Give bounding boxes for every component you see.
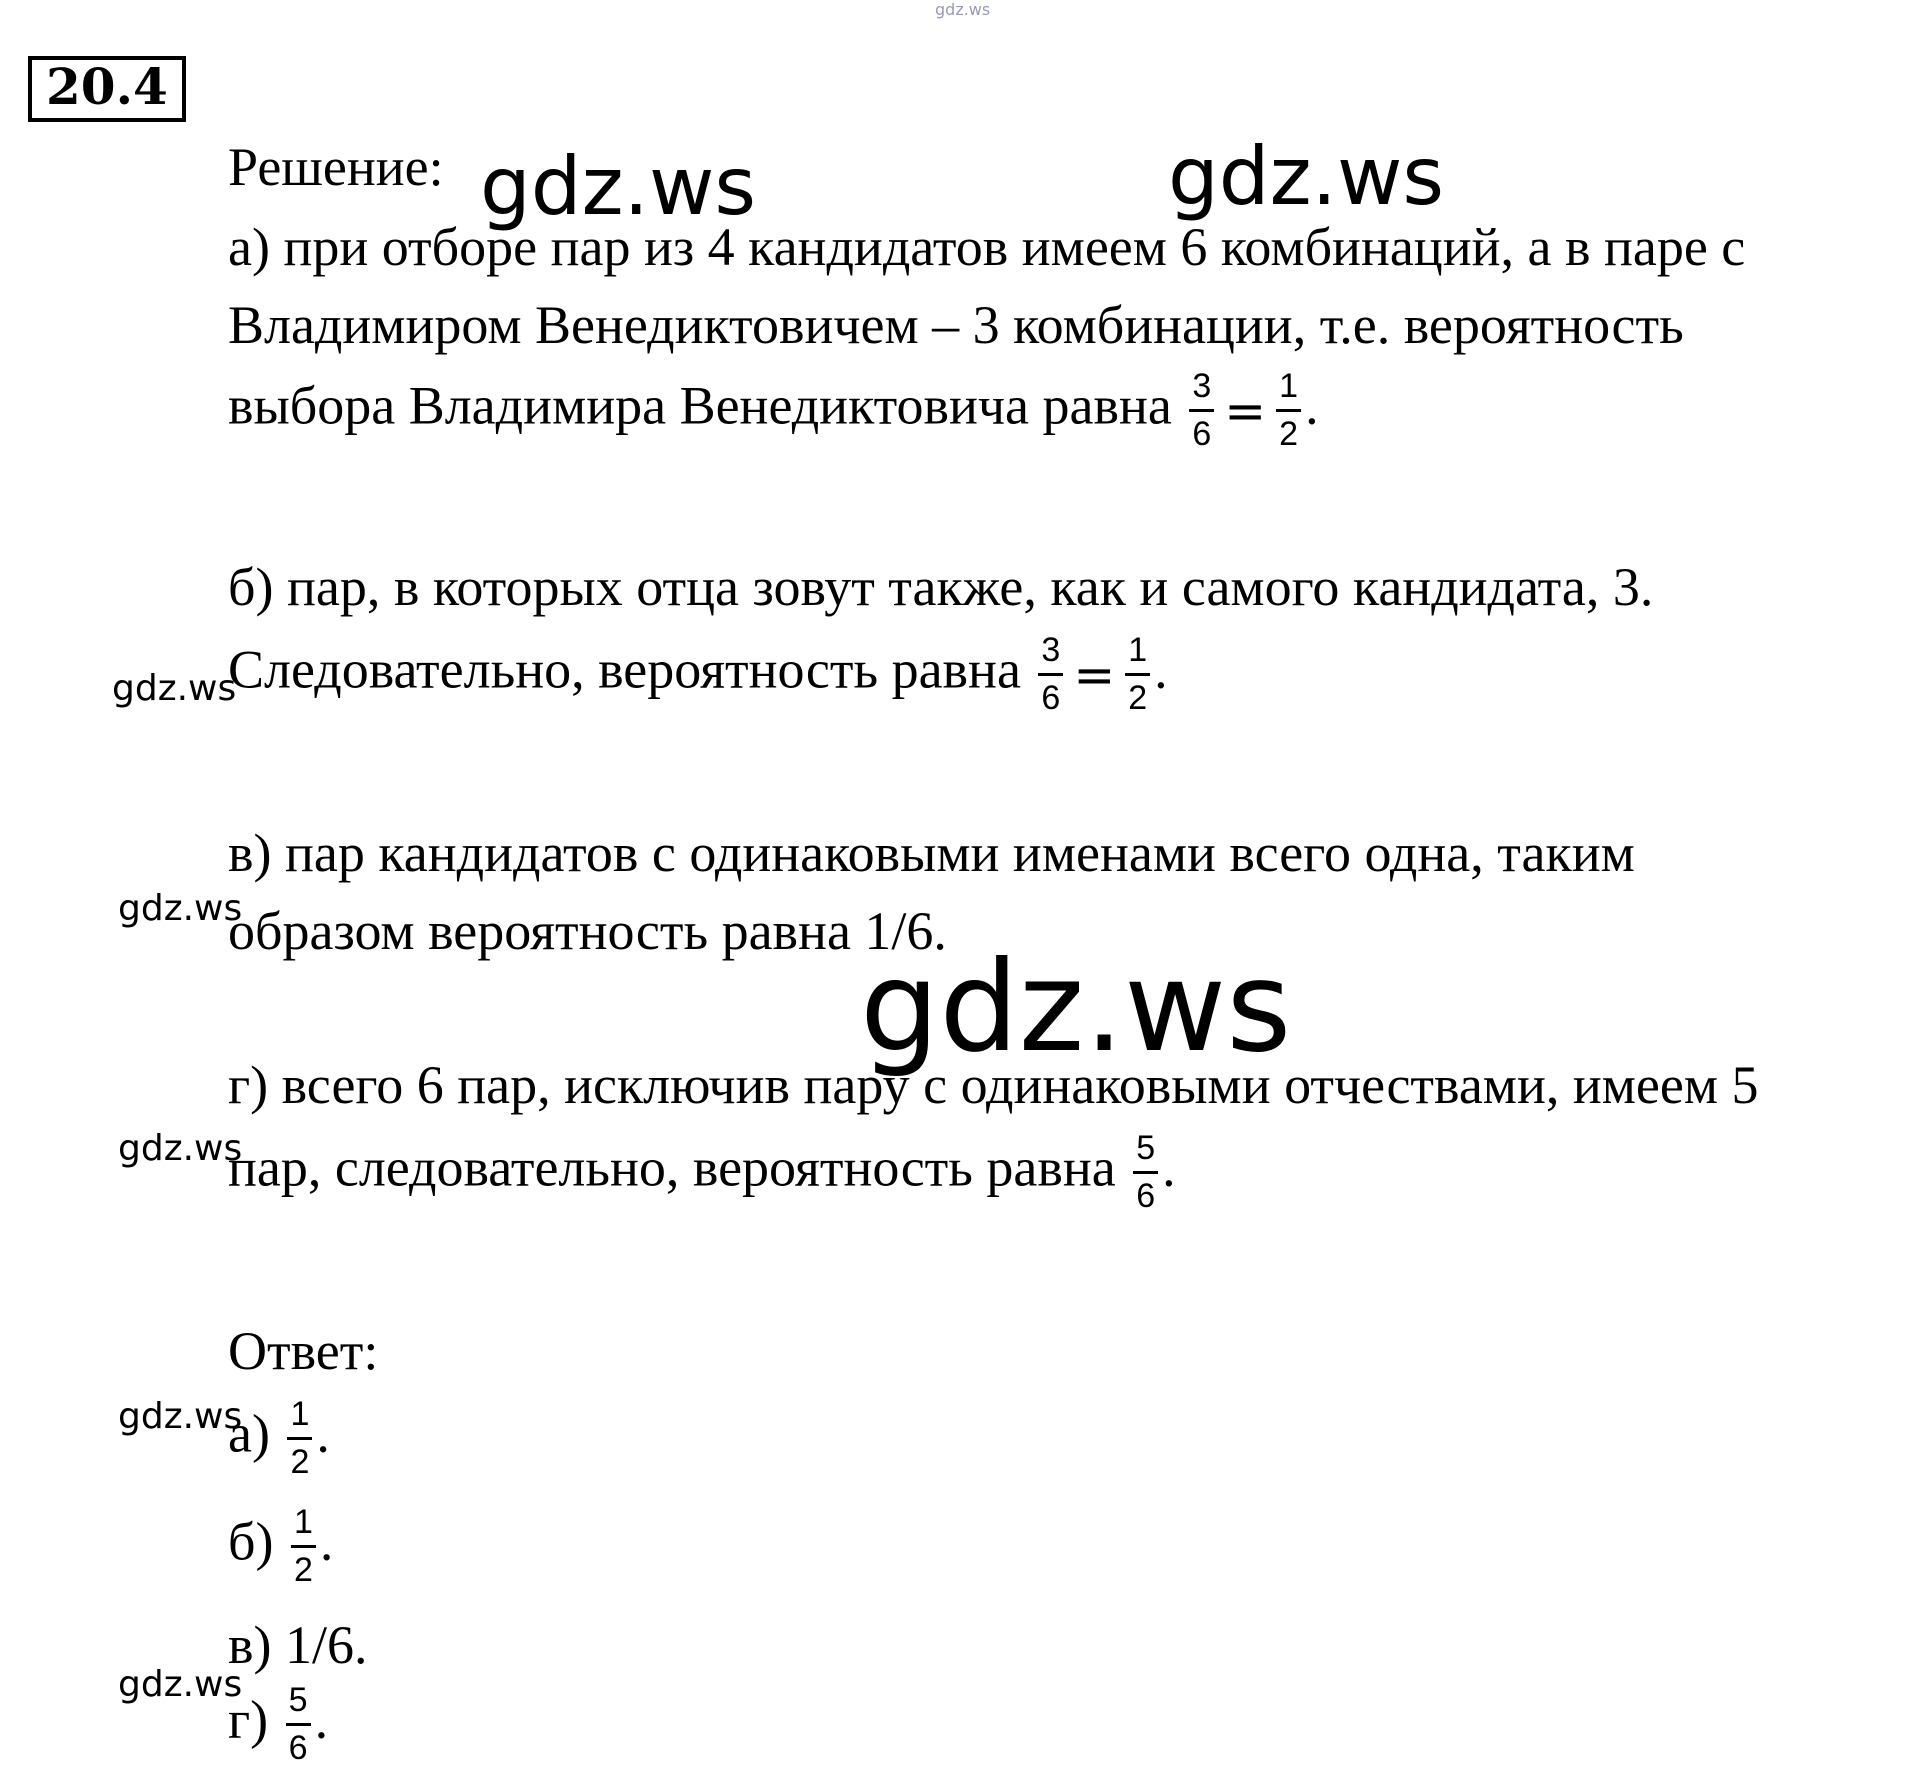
answer-g-end: . <box>314 1689 329 1750</box>
part-a-fraction-2: $\frac{1}{2}$ <box>1276 368 1301 454</box>
part-b-line-1: б) пар, в которых отца зовут также, как и самого кандидата, 3. <box>228 557 1654 617</box>
answer-a-label: а) <box>228 1403 270 1464</box>
part-v-line-2: образом вероятность равна 1/6. <box>228 901 947 961</box>
watermark-small-4: gdz.ws <box>118 1396 243 1437</box>
part-g-line-2 <box>228 1130 1176 1216</box>
answer-b-fraction: $\frac{1}{2}$ <box>291 1504 316 1590</box>
answer-g <box>228 1682 328 1768</box>
part-g-fraction: $\frac{5}{6}$ <box>1133 1130 1158 1216</box>
part-b-end: . <box>1154 639 1168 700</box>
part-b-equals: = <box>1073 645 1116 704</box>
part-a-line-3-text: выбора Владимира Венедиктовича равна <box>228 375 1172 436</box>
watermark-small-5: gdz.ws <box>118 1664 243 1705</box>
part-g-line-1: г) всего 6 пар, исключив пару с одинаковыми отчествами, имеем 5 <box>228 1055 1759 1115</box>
problem-number: 20.4 <box>28 56 186 122</box>
watermark-small-1: gdz.ws <box>112 668 237 709</box>
answer-g-fraction: $\frac{5}{6}$ <box>286 1682 311 1768</box>
answer-heading: Ответ: <box>228 1321 379 1381</box>
watermark-top: gdz.ws <box>935 0 991 19</box>
part-a-end: . <box>1305 375 1319 436</box>
answer-b-label: б) <box>228 1511 274 1572</box>
part-a-fraction-1: $\frac{3}{6}$ <box>1189 368 1214 454</box>
answer-a <box>228 1396 330 1482</box>
part-a-line-2: Владимиром Венедиктовичем – 3 комбинации, т.е. вероятность <box>228 295 1684 355</box>
part-b-fraction-1: $\frac{3}{6}$ <box>1038 632 1063 718</box>
answer-b <box>228 1504 333 1590</box>
watermark-small-3: gdz.ws <box>118 1128 243 1169</box>
part-a-line-3 <box>228 368 1319 454</box>
part-b-line-2 <box>228 632 1168 718</box>
part-a-line-1: а) при отборе пар из 4 кандидатов имеем 6 комбинаций, а в паре с <box>228 217 1746 277</box>
answer-a-end: . <box>316 1403 330 1464</box>
part-b-line-2-text: Следовательно, вероятность равна <box>228 639 1021 700</box>
answer-b-end: . <box>319 1511 334 1572</box>
part-b-fraction-2: $\frac{1}{2}$ <box>1125 632 1150 718</box>
answer-v: в) 1/6. <box>228 1615 368 1675</box>
part-g-end: . <box>1162 1137 1176 1198</box>
watermark-large-1: gdz.ws <box>480 140 757 233</box>
part-v-line-1: в) пар кандидатов с одинаковыми именами всего одна, таким <box>228 823 1635 883</box>
part-a-equals: = <box>1224 381 1267 440</box>
part-g-line-2-text: пар, следовательно, вероятность равна <box>228 1137 1116 1198</box>
answer-a-fraction: $\frac{1}{2}$ <box>287 1396 312 1482</box>
watermark-large-2: gdz.ws <box>1168 130 1445 223</box>
answer-g-label: г) <box>228 1689 269 1750</box>
watermark-huge: gdz.ws <box>860 935 1292 1080</box>
solution-heading: Решение: <box>228 137 444 197</box>
watermark-small-2: gdz.ws <box>118 888 243 929</box>
